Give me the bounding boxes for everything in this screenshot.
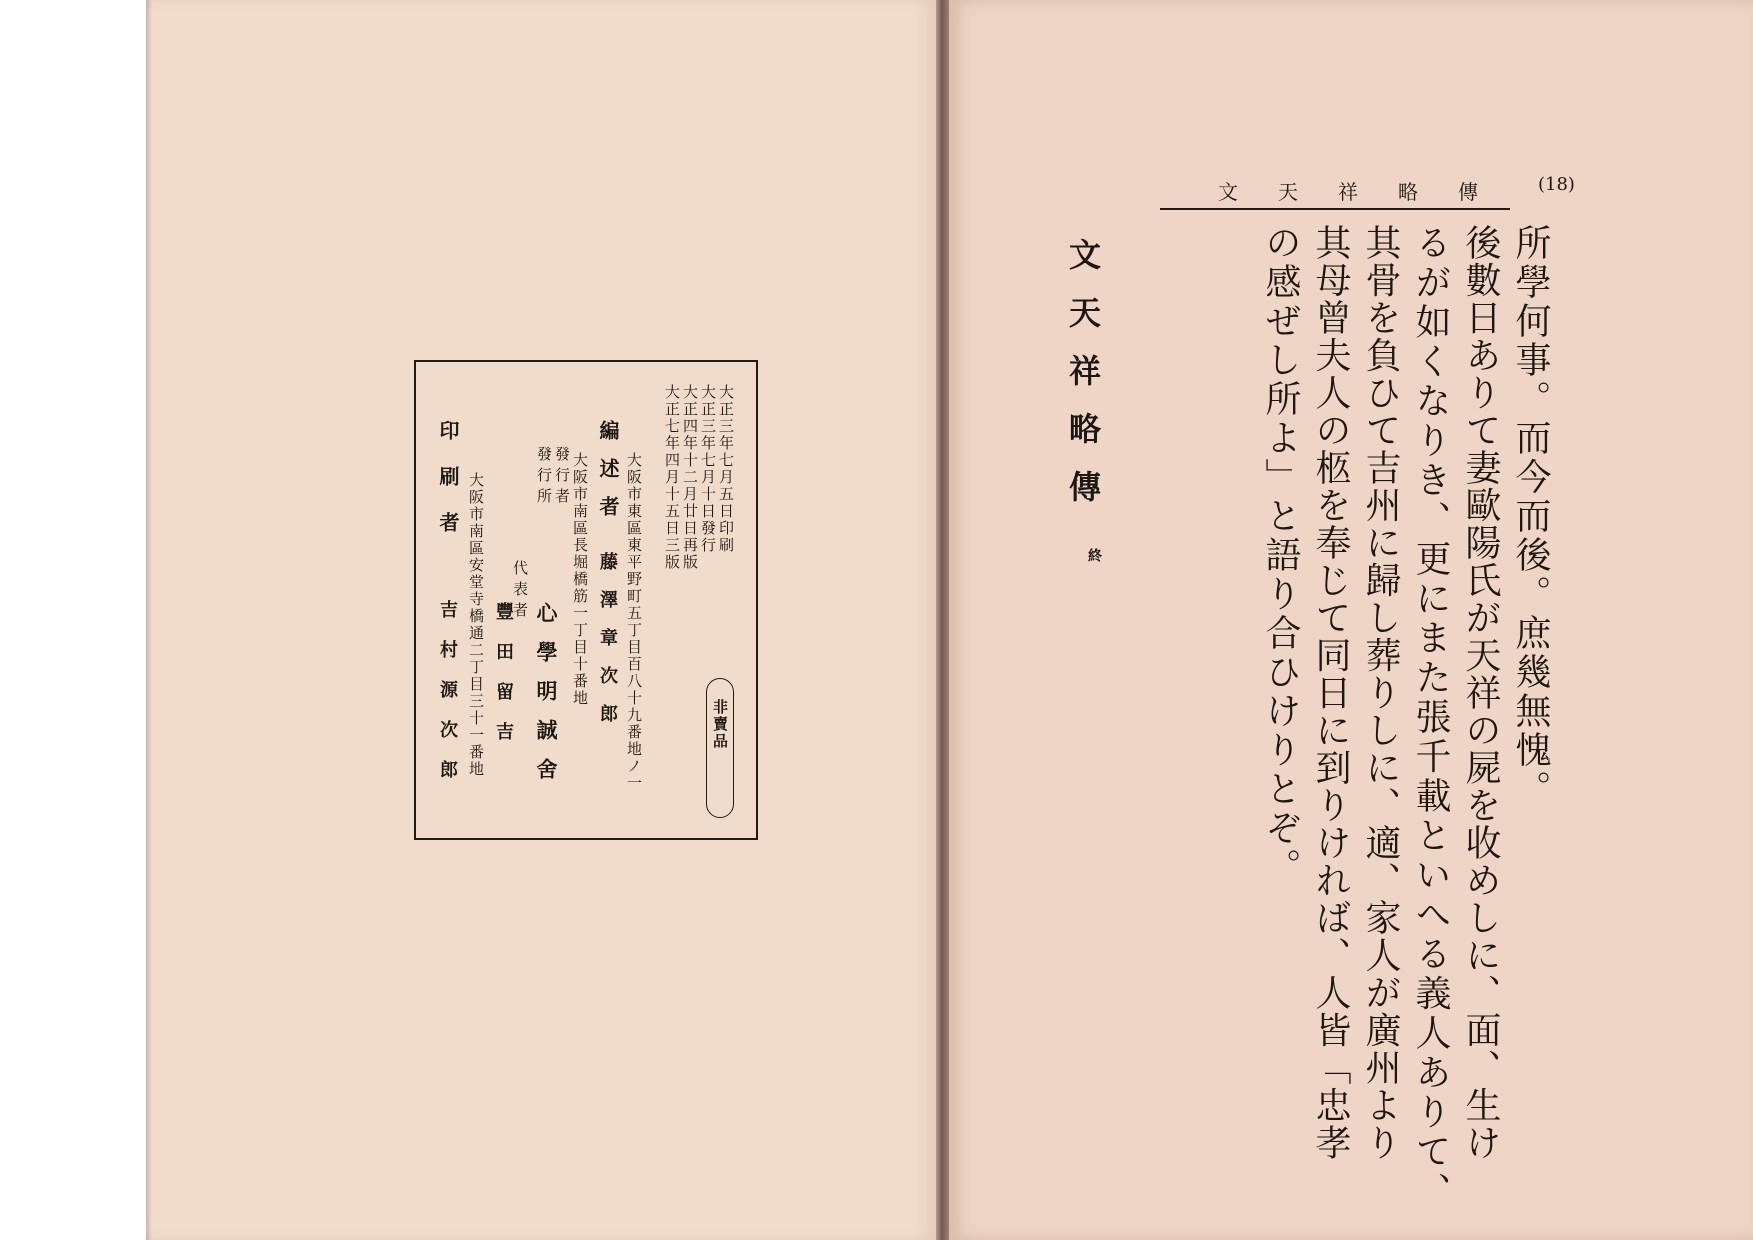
not-for-sale-badge <box>706 678 734 818</box>
page-number: (18) <box>1538 174 1575 195</box>
publisher-address: 大阪市南區長堀橋筋一丁目十番地 <box>571 452 589 707</box>
page-edge-shadow <box>146 0 152 1240</box>
publisher-role-2: 發行所 <box>535 446 553 509</box>
printer-address: 大阪市南區安堂寺橋通二丁目三十一番地 <box>467 472 485 778</box>
author-address: 大阪市東區東平野町五丁目百八十九番地ノ一 <box>625 452 643 792</box>
date-published: 大正三年七月十日發行 <box>699 384 717 554</box>
publisher-org: 心學明誠舍 <box>534 602 559 797</box>
not-for-sale-label: 非賣品 <box>711 699 729 750</box>
body-column-6: の感ぜし所よ」と語り合ひけりとぞ。 <box>1260 224 1301 887</box>
printer-role: 印刷者 <box>436 420 460 558</box>
body-column-1: 所學何事。而今而後。庶幾無愧。 <box>1510 224 1551 809</box>
representative-label: 代表者 <box>511 560 529 623</box>
book-gutter <box>936 0 949 1240</box>
date-third-edition: 大正七年四月十五日三版 <box>663 384 681 571</box>
body-column-4: 其骨を負ひて吉州に歸し葬りしに、適、家人が廣州より <box>1360 224 1401 1162</box>
body-column-3: るが如くなりき、更にまた張千載といへる義人ありて、 <box>1410 224 1451 1212</box>
publisher-role-1: 發行者 <box>553 446 571 509</box>
end-mark: 終 <box>1086 548 1102 562</box>
date-printed: 大正三年七月五日印刷 <box>717 384 735 554</box>
body-column-2: 後數日ありて妻歐陽氏が天祥の屍を收めしに、面、生け <box>1460 224 1501 1162</box>
author-name: 藤澤章次郎 <box>597 552 618 742</box>
body-column-5: 其母曾夫人の柩を奉じて同日に到りければ、人皆「忠孝 <box>1310 224 1351 1162</box>
colophon-box <box>414 360 758 840</box>
author-role: 編述者 <box>596 420 620 534</box>
header-rule <box>1160 208 1510 210</box>
book-title: 文天祥略傳 <box>1064 238 1102 528</box>
date-reprint: 大正四年十二月廿日再版 <box>681 384 699 571</box>
printer-name: 吉村源次郎 <box>437 600 458 800</box>
running-head: 文天祥略傳 <box>1218 180 1518 204</box>
representative-name: 豐田留吉 <box>493 602 514 762</box>
